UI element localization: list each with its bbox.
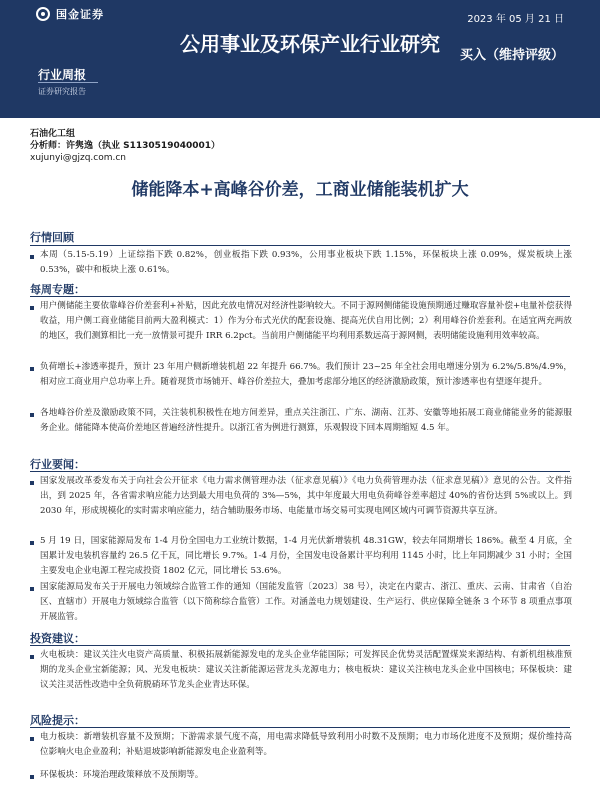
- paragraph-news-3: 国家能源局发布关于开展电力领域综合监管工作的通知（国能发监管〔2023〕38 号），决定在内蒙古、浙江、重庆、云南、甘肃省（自治区、直辖市）开展电力领域综合监管（以下简称综合监管）工作。对涵盖电力规划建设、生产运行、供应保障全链条 3 个环节 8 项重点事项开展监管。: [40, 582, 572, 623]
- bullet-icon: [30, 255, 34, 259]
- main-title: 储能降本+高峰谷价差，工商业储能装机扩大: [131, 180, 469, 200]
- report-subtype: 证券研究报告: [38, 87, 86, 96]
- logo-icon: [36, 7, 50, 21]
- paragraph-news-2: 5 月 19 日，国家能源局发布 1-4 月份全国电力工业统计数据，1-4 月光伏新增装机 48.31GW，较去年同期增长 186%。截至 4 月底，全国累计发电装机容量约 26.5 亿千瓦，同比增长 9.7%。1-4 月份，全国发电设备累计平均利用 1145 小时，比上年同期减少 31 小时；全国主要发电企业电源工程完成投资 1802 亿元，同比增长 53.6%。: [40, 536, 572, 577]
- paragraph-news-1: 国家发展改革委发布关于向社会公开征求《电力需求侧管理办法（征求意见稿）》《电力负荷管理办法（征求意见稿）》意见的公告。文件指出，到 2025 年，各省需求响应能力达到最大用电负荷的 3%—5%，其中年度最大用电负荷峰谷差率超过 40%的省份达到 5%或以上。到 2030 年，形成规模化的实时需求响应能力，结合辅助服务市场、电能量市场交易可实现电网区域内可调节资源共享互济。: [40, 476, 572, 517]
- section-risk: 风险提示：: [30, 714, 85, 727]
- section-topic: 每周专题：: [30, 283, 85, 296]
- header-divider: [38, 82, 98, 83]
- section-divider: [30, 296, 570, 297]
- paragraph-topic-3: 各地峰谷价差及激励政策不同，关注装机积极性在地方间差异，重点关注浙江、广东、湖南、江苏、安徽等地拓展工商业储能业务的能源服务企业。储能降本使高价差地区普遍经济性提升。以浙江省为例进行测算，乐观假设下回本周期缩短 4.5 年。: [40, 408, 572, 434]
- team-name: 石油化工组: [30, 129, 76, 139]
- bullet-icon: [30, 367, 34, 371]
- bullet-icon: [30, 541, 34, 545]
- bullet-icon: [30, 655, 34, 659]
- paragraph-topic-1: 用户侧储能主要依靠峰谷价差套利+补贴，因此充放电情况对经济性影响较大。不同于源网侧储能设施预期通过赚取容量补偿+电量补偿获得收益，用户侧工商业储能目前两大盈利模式：1）作为分布式光伏的配套设施、提高光伏自用比例；2）利用峰谷价差套利。在适宜两充两放的地区，我们测算相比一充一放情景可提升 IRR 6.2pct。当前用户侧储能平均利用系数远高于源网侧，表明储能设施利用效率较高。: [40, 301, 572, 342]
- paragraph-topic-2: 负荷增长+渗透率提升，预计 23 年用户侧新增装机超 22 年提升 66.7%。我们预计 23~25 年全社会用电增速分别为 6.2%/5.8%/4.9%，相对应工商业用户总功率上升。随着现货市场铺开、峰谷价差拉大，叠加考虑部分地区的经济激励政策，预计渗透率也有望逐年提升。: [40, 362, 572, 388]
- section-divider: [30, 245, 570, 246]
- section-review: 行情回顾: [30, 231, 74, 244]
- section-divider: [30, 727, 570, 728]
- bullet-icon: [30, 306, 34, 310]
- report-title: 公用事业及环保产业行业研究: [180, 32, 440, 56]
- report-type: 行业周报: [38, 68, 87, 82]
- bullet-icon: [30, 481, 34, 485]
- section-divider: [30, 645, 570, 646]
- section-advice: 投资建议：: [30, 632, 85, 645]
- analyst-email: xujunyi@gjzq.com.cn: [30, 153, 127, 163]
- paragraph-risk-2: 环保板块：环境治理政策释放不及预期等。: [40, 770, 204, 780]
- report-header: [0, 0, 600, 118]
- paragraph-advice: 火电板块：建议关注火电资产高质量、积极拓展新能源发电的龙头企业华能国际；可发挥民企优势灵活配置煤炭来源结构、有新机组核准预期的龙头企业宝新能源；风、光发电板块：建议关注新能源运营龙头龙源电力；核电板块：建议关注核电龙头企业中国核电；环保板块：建议关注灵活性改造中全负荷脱硝环节龙头企业青达环保。: [40, 650, 572, 691]
- section-news: 行业要闻：: [30, 458, 85, 471]
- logo: [36, 6, 104, 22]
- bullet-icon: [30, 413, 34, 417]
- logo-text: 国金证券: [56, 8, 104, 21]
- analyst-name: 分析师：许隽逸（执业 S1130519040001）: [30, 141, 221, 151]
- bullet-icon: [30, 775, 34, 779]
- bullet-icon: [30, 737, 34, 741]
- rating-badge: 买入（维持评级）: [459, 48, 564, 63]
- paragraph-market-review: 本周（5.15-5.19）上证综指下跌 0.82%，创业板指下跌 0.93%，公用事业板块下跌 1.15%，环保板块上涨 0.09%，煤炭板块上涨 0.53%，碳中和板块上涨 0.61%。: [40, 250, 572, 276]
- section-divider: [30, 471, 570, 472]
- author-block: [30, 128, 220, 164]
- report-date: 2023 年 05 月 21 日: [467, 14, 564, 25]
- bullet-icon: [30, 587, 34, 591]
- paragraph-risk-1: 电力板块：新增装机容量不及预期；下游需求景气度不高，用电需求降低导致利用小时数不及预期；电力市场化进度不及预期；煤价维持高位影响火电企业盈利；补贴退坡影响新能源发电企业盈利等。: [40, 732, 572, 758]
